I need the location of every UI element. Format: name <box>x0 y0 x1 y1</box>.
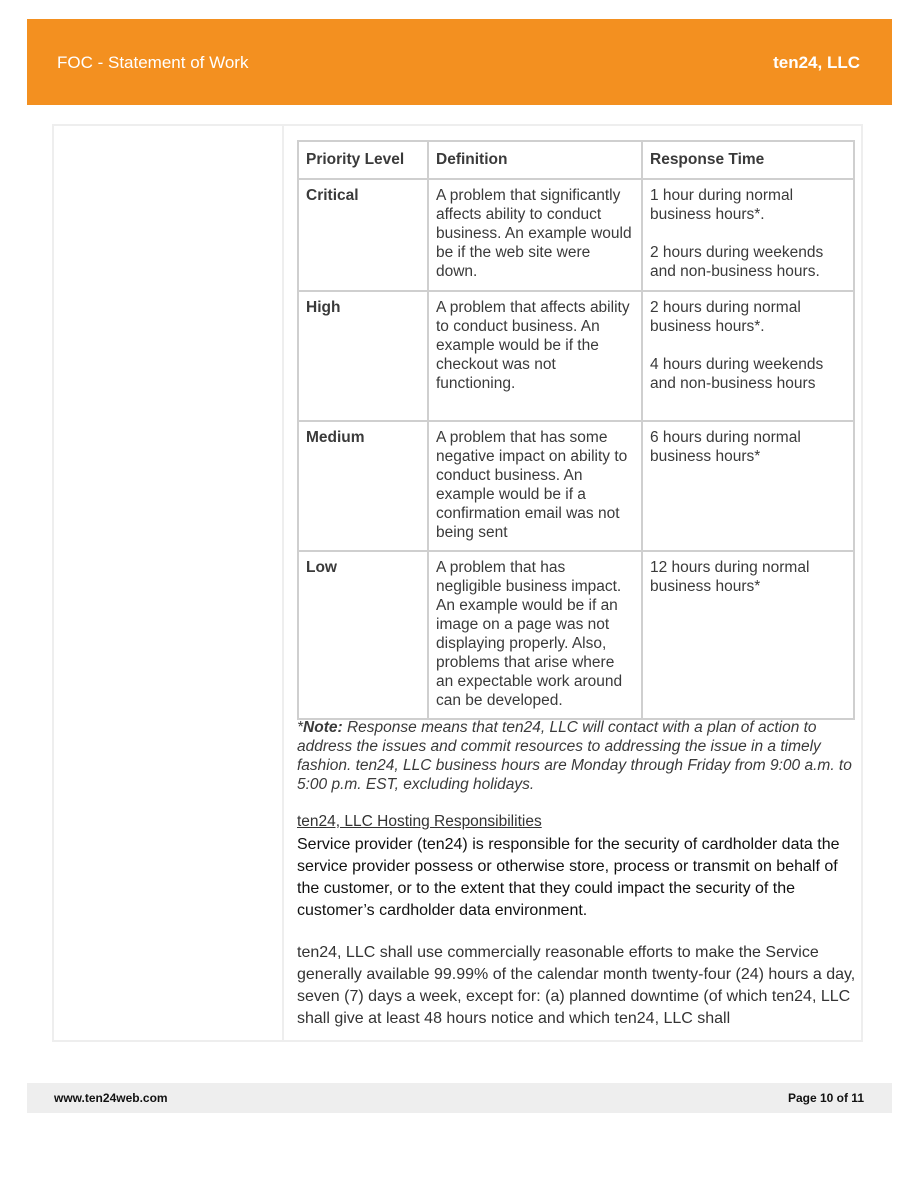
content-frame <box>52 124 863 1042</box>
note-text: Response means that ten24, LLC will contact with a plan of action to address the issues and commit resources to addressing the issue in a timely fashion. ten24, LLC business hours are Monday through Friday from 9:00 a.m. to 5:00 p.m. EST, excluding holidays. <box>297 719 852 793</box>
response-time-extra: 4 hours during weekends and non-business hours <box>650 356 824 392</box>
priority-level-cell: Critical <box>298 179 428 291</box>
page-number: Page 10 of 11 <box>787 1091 864 1105</box>
header-priority-level: Priority Level <box>298 141 428 179</box>
response-time-text: 6 hours during normal business hours* <box>650 429 801 465</box>
response-time-extra: 2 hours during weekends and non-business hours. <box>650 244 824 280</box>
priority-level-cell: Low <box>298 551 428 719</box>
footer-url: www.ten24web.com <box>54 1091 168 1105</box>
priority-level-cell: High <box>298 291 428 421</box>
response-note <box>297 718 857 794</box>
definition-cell: A problem that has some negative impact on ability to conduct business. An example would be if a confirmation email was not being sent <box>428 421 642 551</box>
response-time-cell <box>642 179 854 291</box>
response-time-cell <box>642 421 854 551</box>
note-label: Note: <box>303 719 343 736</box>
definition-cell: A problem that has negligible business impact. An example would be if an image on a page was not displaying properly. Also, problems that arise where an expectable work around can be developed. <box>428 551 642 719</box>
table-header-row <box>298 141 854 179</box>
response-time-text: 2 hours during normal business hours*. <box>650 299 801 335</box>
left-margin-column <box>54 126 284 1040</box>
table-row <box>298 291 854 421</box>
table-row <box>298 551 854 719</box>
note-prefix: * <box>297 719 304 736</box>
definition-cell: A problem that affects ability to conduct business. An example would be if the checkout was not functioning. <box>428 291 642 421</box>
security-paragraph: Service provider (ten24) is responsible for the security of cardholder data the service provider possess or otherwise store, process or transmit on behalf of the customer, or to the extent that they could impact the security of the customer’s cardholder data environment. <box>297 836 840 919</box>
response-time-text: 1 hour during normal business hours*. <box>650 187 794 223</box>
header-definition: Definition <box>428 141 642 179</box>
response-time-cell <box>642 291 854 421</box>
hosting-responsibilities-heading: ten24, LLC Hosting Responsibilities <box>297 813 542 830</box>
page-header <box>27 19 892 105</box>
response-time-text: 12 hours during normal business hours* <box>650 559 810 595</box>
page-footer <box>27 1083 892 1113</box>
response-time-cell <box>642 551 854 719</box>
priority-level-cell: Medium <box>298 421 428 551</box>
header-response-time: Response Time <box>642 141 854 179</box>
company-name: ten24, LLC <box>773 53 860 72</box>
availability-paragraph: ten24, LLC shall use commercially reasonable efforts to make the Service generally available 99.99% of the calendar month twenty-four (24) hours a day, seven (7) days a week, except for: (a) planned downtime (of which ten24, LLC shall give at least 48 hours notice and which ten24, LLC shall <box>297 944 856 1027</box>
table-row <box>298 421 854 551</box>
table-row <box>298 179 854 291</box>
document-title: FOC - Statement of Work <box>57 53 249 72</box>
priority-table <box>297 140 855 720</box>
definition-cell: A problem that significantly affects ability to conduct business. An example would be if the web site were down. <box>428 179 642 291</box>
